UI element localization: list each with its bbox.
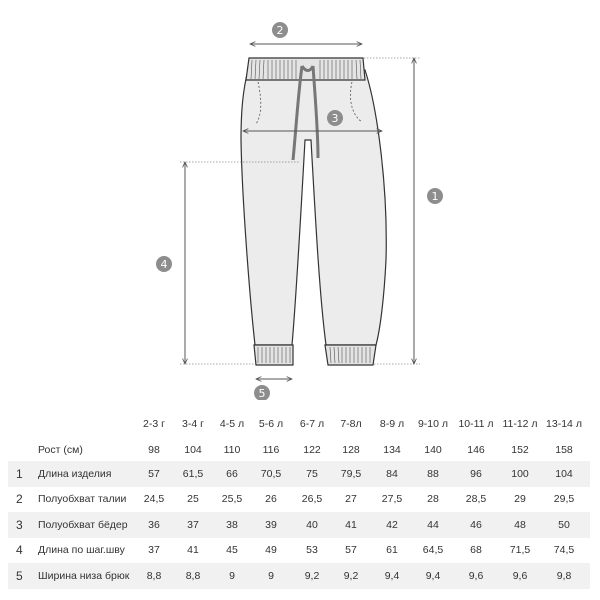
table-cell: 38 <box>226 519 238 531</box>
table-cell: 61 <box>386 544 398 556</box>
table-cell: 40 <box>306 519 318 531</box>
height-cell: 134 <box>383 444 401 456</box>
row-label: Длина по шаг.шву <box>38 544 125 556</box>
height-cell: 128 <box>342 444 360 456</box>
table-cell: 74,5 <box>553 544 575 556</box>
table-cell: 88 <box>427 468 439 480</box>
table-cell: 8,8 <box>185 570 201 582</box>
height-cell: 146 <box>467 444 485 456</box>
row-number: 3 <box>16 518 23 532</box>
table-cell: 96 <box>470 468 482 480</box>
height-row-label: Рост (см) <box>38 444 83 456</box>
table-cell: 9,2 <box>343 570 359 582</box>
table-cell: 26,5 <box>301 493 323 505</box>
table-cell: 28 <box>427 493 439 505</box>
table-cell: 8,8 <box>146 570 162 582</box>
row-label: Полуобхват талии <box>38 493 127 505</box>
row-label: Длина изделия <box>38 468 112 480</box>
height-cell: 122 <box>303 444 321 456</box>
table-cell: 39 <box>265 519 277 531</box>
height-cell: 152 <box>511 444 529 456</box>
table-cell: 37 <box>148 544 160 556</box>
table-cell: 48 <box>514 519 526 531</box>
table-cell: 9,4 <box>425 570 441 582</box>
callout-3-text: 3 <box>331 112 339 125</box>
table-cell: 64,5 <box>422 544 444 556</box>
height-cell: 98 <box>148 444 160 456</box>
table-cell: 36 <box>148 519 160 531</box>
height-cell: 140 <box>424 444 442 456</box>
table-cell: 104 <box>555 468 573 480</box>
column-header: 11-12 л <box>502 418 538 430</box>
callout-badge-4 <box>156 256 172 272</box>
column-header: 9-10 л <box>417 418 449 430</box>
table-cell: 9,6 <box>468 570 484 582</box>
callout-2-text: 2 <box>276 24 284 37</box>
row-number: 4 <box>16 543 23 557</box>
column-header: 4-5 л <box>219 418 245 430</box>
height-cell: 158 <box>555 444 573 456</box>
table-cell: 29,5 <box>553 493 575 505</box>
column-header: 6-7 л <box>299 418 325 430</box>
column-header: 7-8л <box>340 418 362 430</box>
row-number: 2 <box>16 492 23 506</box>
callout-1-text: 1 <box>431 190 439 203</box>
table-cell: 24,5 <box>143 493 165 505</box>
callout-badge-3 <box>327 110 343 126</box>
table-cell: 66 <box>226 468 238 480</box>
table-cell: 9,2 <box>304 570 320 582</box>
table-cell: 25,5 <box>221 493 243 505</box>
column-header: 13-14 л <box>546 418 582 430</box>
table-cell: 9,8 <box>556 570 572 582</box>
callout-badge-2 <box>272 22 288 38</box>
table-cell: 57 <box>345 544 357 556</box>
callout-badge-5 <box>254 385 270 400</box>
height-cell: 110 <box>223 444 241 456</box>
table-cell: 71,5 <box>509 544 531 556</box>
table-cell: 46 <box>470 519 482 531</box>
pants-body <box>241 58 386 365</box>
column-header: 8-9 л <box>379 418 405 430</box>
table-cell: 68 <box>470 544 482 556</box>
table-cell: 42 <box>386 519 398 531</box>
table-cell: 9 <box>229 570 235 582</box>
column-header: 5-6 л <box>258 418 284 430</box>
column-header: 10-11 л <box>458 418 494 430</box>
table-cell: 49 <box>265 544 277 556</box>
table-cell: 44 <box>427 519 439 531</box>
height-cell: 116 <box>262 444 280 456</box>
callout-5-text: 5 <box>258 387 266 400</box>
table-cell: 100 <box>511 468 529 480</box>
table-cell: 9 <box>268 570 274 582</box>
table-cell: 61,5 <box>182 468 204 480</box>
column-header: 2-3 г <box>143 418 165 430</box>
callout-4-text: 4 <box>160 258 168 271</box>
table-cell: 37 <box>187 519 199 531</box>
table-cell: 70,5 <box>260 468 282 480</box>
height-cell: 104 <box>184 444 202 456</box>
row-label: Полуобхват бёдер <box>38 519 128 531</box>
table-cell: 50 <box>558 519 570 531</box>
table-cell: 41 <box>187 544 199 556</box>
table-cell: 41 <box>345 519 357 531</box>
table-cell: 27,5 <box>381 493 403 505</box>
row-number: 5 <box>16 569 23 583</box>
table-cell: 27 <box>345 493 357 505</box>
column-header: 3-4 г <box>182 418 204 430</box>
table-cell: 84 <box>386 468 398 480</box>
table-cell: 9,6 <box>512 570 528 582</box>
table-cell: 25 <box>187 493 199 505</box>
row-label: Ширина низа брюк <box>38 570 130 582</box>
table-cell: 45 <box>226 544 238 556</box>
table-cell: 29 <box>514 493 526 505</box>
row-number: 1 <box>16 467 23 481</box>
table-cell: 57 <box>148 468 160 480</box>
table-cell: 79,5 <box>340 468 362 480</box>
table-cell: 75 <box>306 468 318 480</box>
callout-badge-1 <box>427 188 443 204</box>
table-cell: 26 <box>265 493 277 505</box>
table-cell: 28,5 <box>465 493 487 505</box>
table-cell: 9,4 <box>384 570 400 582</box>
table-cell: 53 <box>306 544 318 556</box>
